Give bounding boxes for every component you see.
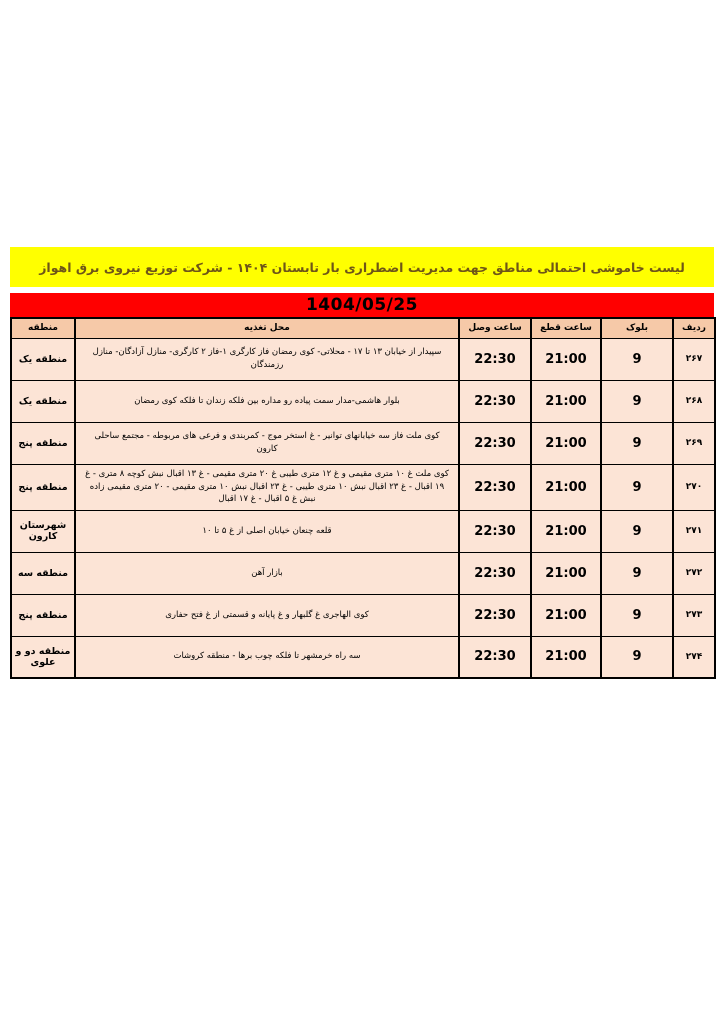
- feed-location-cell: بلوار هاشمی-مدار سمت پیاده رو مداره بین فلکه زندان تا فلکه کوی رمضان: [75, 380, 459, 422]
- block-cell: 9: [601, 636, 673, 678]
- table-row: [11, 594, 715, 636]
- block-cell: 9: [601, 552, 673, 594]
- cut-time-cell: 21:00: [531, 422, 601, 464]
- region-cell: منطقه یک: [11, 380, 75, 422]
- row-number: ۲۷۴: [673, 636, 715, 678]
- connect-time-cell: 22:30: [459, 636, 531, 678]
- row-number: ۲۶۷: [673, 338, 715, 380]
- title-banner: [10, 247, 714, 287]
- connect-time-cell: 22:30: [459, 594, 531, 636]
- date-banner: [10, 293, 714, 317]
- col-header-block: بلوک: [601, 318, 673, 338]
- row-number: ۲۶۹: [673, 422, 715, 464]
- date-banner-text: 1404/05/25: [305, 295, 419, 315]
- col-header-radif: ردیف: [673, 318, 715, 338]
- cut-time-cell: 21:00: [531, 552, 601, 594]
- cut-time-cell: 21:00: [531, 510, 601, 552]
- feed-location-cell: کوی ملت فاز سه خیابانهای توانیر - غ استخر موج - کمربندی و فرعی های مربوطه - مجتمع ساحلی کارون: [75, 422, 459, 464]
- region-cell: منطقه پنج: [11, 594, 75, 636]
- region-cell: منطقه سه: [11, 552, 75, 594]
- col-header-connect-time: ساعت وصل: [459, 318, 531, 338]
- row-number: ۲۷۰: [673, 464, 715, 510]
- row-number: ۲۷۲: [673, 552, 715, 594]
- cut-time-cell: 21:00: [531, 464, 601, 510]
- feed-location-cell: بازار آهن: [75, 552, 459, 594]
- feed-location-cell: سپیدار از خیابان ۱۳ تا ۱۷ - محلاتی- کوی رمضان فاز کارگری ۱-فاز ۲ کارگری- منازل آزادگان- منازل رزمندگان: [75, 338, 459, 380]
- block-cell: 9: [601, 338, 673, 380]
- feed-location-cell: کوی ملت غ ۱۰ متری مقیمی و غ ۱۲ متری طیبی غ ۲۰ متری مقیمی - غ ۱۳ اقبال نبش کوچه ۸ متری - غ ۱۹ اقبال - غ ۲۳ اقبال نبش ۱۰ متری طیبی - غ ۲۳ اقبال نبش ۱۰ متری مقیمی - ۲۰ متری مقیمی زاده نبش غ ۵ اقبال - غ ۱۷ اقبال: [75, 464, 459, 510]
- table-header-row: [11, 318, 715, 338]
- block-cell: 9: [601, 594, 673, 636]
- row-number: ۲۷۳: [673, 594, 715, 636]
- connect-time-cell: 22:30: [459, 510, 531, 552]
- connect-time-cell: 22:30: [459, 552, 531, 594]
- cut-time-cell: 21:00: [531, 636, 601, 678]
- connect-time-cell: 22:30: [459, 380, 531, 422]
- table-row: [11, 552, 715, 594]
- cut-time-cell: 21:00: [531, 594, 601, 636]
- block-cell: 9: [601, 464, 673, 510]
- table-row: [11, 422, 715, 464]
- block-cell: 9: [601, 510, 673, 552]
- row-number: ۲۶۸: [673, 380, 715, 422]
- connect-time-cell: 22:30: [459, 338, 531, 380]
- col-header-region: منطقه: [11, 318, 75, 338]
- title-banner-text: لیست خاموشی احتمالی مناطق جهت مدیریت اضطراری بار تابستان ۱۴۰۴ - شرکت توزیع نیروی برق اهواز: [39, 259, 685, 275]
- feed-location-cell: قلعه چنعان خیابان اصلی از غ ۵ تا ۱۰: [75, 510, 459, 552]
- table-row: [11, 636, 715, 678]
- region-cell: منطقه پنج: [11, 464, 75, 510]
- feed-location-cell: سه راه خرمشهر تا فلکه چوب برها - منطقه کروشات: [75, 636, 459, 678]
- feed-location-cell: کوی الهاجری غ گلبهار و غ پایانه و قسمتی از غ فتح حفاری: [75, 594, 459, 636]
- table-row: [11, 464, 715, 510]
- block-cell: 9: [601, 380, 673, 422]
- region-cell: شهرستان کارون: [11, 510, 75, 552]
- connect-time-cell: 22:30: [459, 464, 531, 510]
- block-cell: 9: [601, 422, 673, 464]
- col-header-feed-location: محل تغذیه: [75, 318, 459, 338]
- col-header-cut-time: ساعت قطع: [531, 318, 601, 338]
- row-number: ۲۷۱: [673, 510, 715, 552]
- cut-time-cell: 21:00: [531, 338, 601, 380]
- table-row: [11, 380, 715, 422]
- region-cell: منطقه پنج: [11, 422, 75, 464]
- region-cell: منطقه یک: [11, 338, 75, 380]
- cut-time-cell: 21:00: [531, 380, 601, 422]
- table-row: [11, 510, 715, 552]
- table-row: [11, 338, 715, 380]
- region-cell: منطقه دو و علوی: [11, 636, 75, 678]
- outage-schedule-table: [10, 317, 716, 679]
- connect-time-cell: 22:30: [459, 422, 531, 464]
